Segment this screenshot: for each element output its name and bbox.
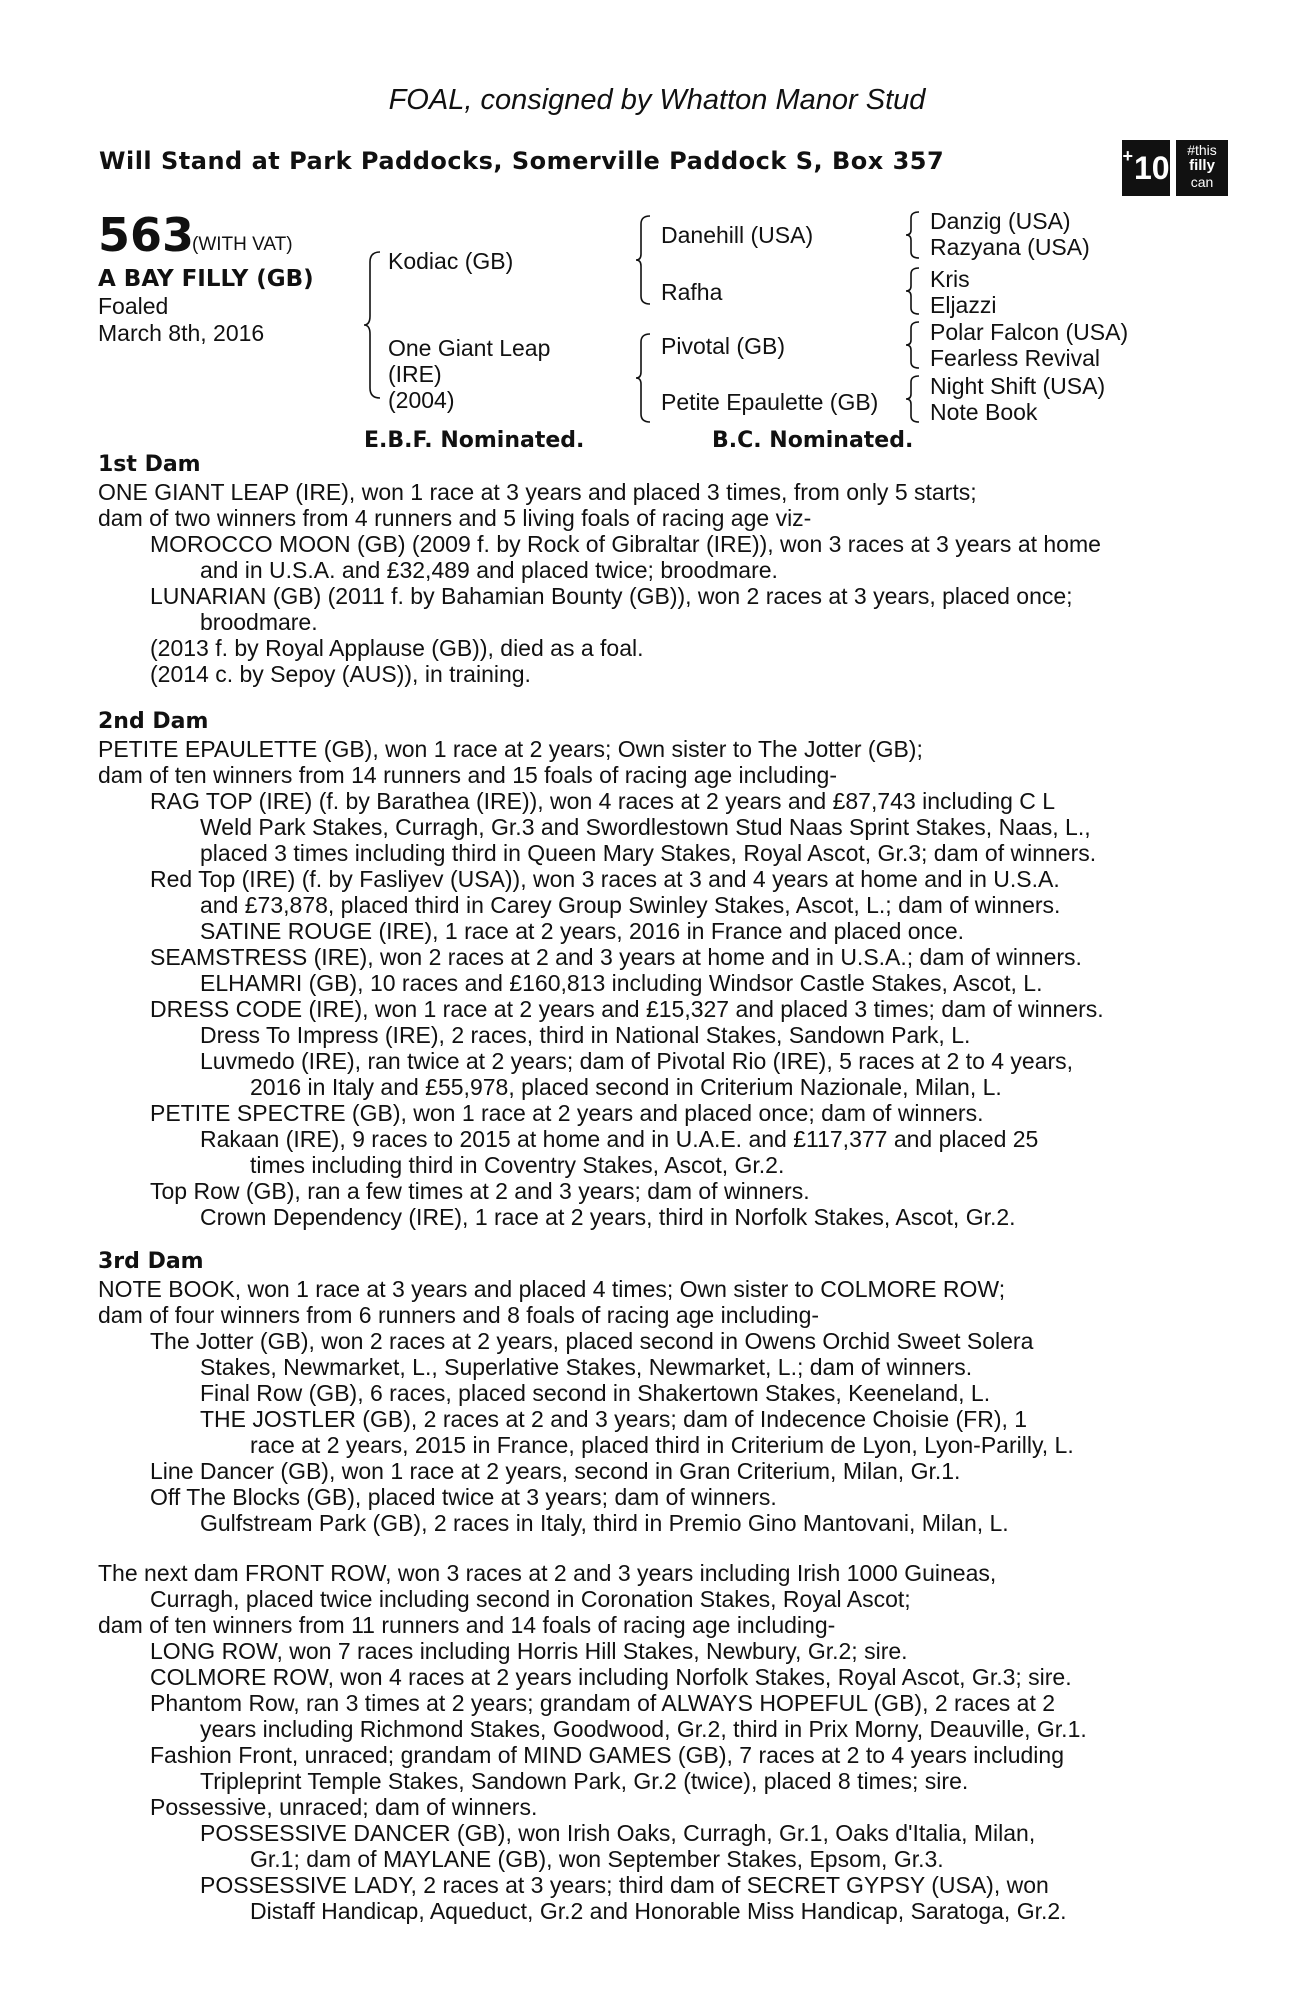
foaled-date: March 8th, 2016 [98,320,265,346]
second-dam-line: placed 3 times including third in Queen Mary Stakes, Royal Ascot, Gr.3; dam of winners. [200,840,1097,866]
bc-nominated: B.C. Nominated. [712,428,914,453]
first-dam-line: broodmare. [200,609,318,635]
pedigree-ddd: Note Book [930,399,1038,425]
next-dam-line: POSSESSIVE DANCER (GB), won Irish Oaks, Curragh, Gr.1, Oaks d'Italia, Milan, [200,1820,1036,1846]
first-dam-line: and in U.S.A. and £32,489 and placed twice; broodmare. [200,557,778,583]
third-dam-line: THE JOSTLER (GB), 2 races at 2 and 3 years; dam of Indecence Choisie (FR), 1 [200,1406,1028,1432]
plus10-badge-number: 10 [1133,149,1170,186]
pedigree-sire-sire: Danehill (USA) [661,222,814,248]
badge-this-text: #this [1187,142,1217,158]
third-dam-line: Off The Blocks (GB), placed twice at 3 years; dam of winners. [150,1484,777,1510]
first-dam-heading: 1st Dam [98,452,201,477]
second-dam-line: Luvmedo (IRE), ran twice at 2 years; dam of Pivotal Rio (IRE), 5 races at 2 to 4 years, [200,1048,1074,1074]
pedigree-sire: Kodiac (GB) [388,248,514,274]
pedigree-dam-sire: Pivotal (GB) [661,333,785,359]
pedigree-sds: Kris [930,266,970,292]
pedigree-brace-ds [906,320,922,370]
second-dam-line: PETITE SPECTRE (GB), won 1 race at 2 years and placed once; dam of winners. [150,1100,984,1126]
second-dam-line: PETITE EPAULETTE (GB), won 1 race at 2 years; Own sister to The Jotter (GB); [98,736,923,762]
next-dam-line: LONG ROW, won 7 races including Horris Hill Stakes, Newbury, Gr.2; sire. [150,1638,908,1664]
lot-foaled [98,293,264,347]
second-dam-line: RAG TOP (IRE) (f. by Barathea (IRE)), won 4 races at 2 years and £87,743 including C L [150,788,1056,814]
pedigree-brace-sire [636,214,654,306]
second-dam-line: Red Top (IRE) (f. by Fasliyev (USA)), won 3 races at 3 and 4 years at home and in U.S.A. [150,866,1060,892]
third-dam-heading: 3rd Dam [98,1249,204,1274]
next-dam-line: POSSESSIVE LADY, 2 races at 3 years; third dam of SECRET GYPSY (USA), won [200,1872,1049,1898]
first-dam-line: (2014 c. by Sepoy (AUS)), in training. [150,661,531,687]
second-dam-heading: 2nd Dam [98,709,209,734]
stand-location: Will Stand at Park Paddocks, Somerville Paddock S, Box 357 [99,147,945,175]
first-dam-line: dam of two winners from 4 runners and 5 living foals of racing age viz- [98,505,812,531]
lot-vat: (WITH VAT) [192,234,293,255]
second-dam-line: ELHAMRI (GB), 10 races and £160,813 including Windsor Castle Stakes, Ascot, L. [200,970,1043,996]
plus10-badge: + 10 [1122,140,1170,196]
first-dam-line: (2013 f. by Royal Applause (GB)), died as a foal. [150,635,644,661]
first-dam-line: LUNARIAN (GB) (2011 f. by Bahamian Bounty (GB)), won 2 races at 3 years, placed once; [150,583,1073,609]
next-dam-line: Curragh, placed twice including second in Coronation Stakes, Royal Ascot; [150,1586,911,1612]
next-dam-line: years including Richmond Stakes, Goodwood, Gr.2, third in Prix Morny, Deauville, Gr.1. [200,1716,1087,1742]
third-dam-line: race at 2 years, 2015 in France, placed third in Criterium de Lyon, Lyon-Parilly, L. [250,1432,1074,1458]
ebf-nominated: E.B.F. Nominated. [364,428,585,453]
second-dam-line: DRESS CODE (IRE), won 1 race at 2 years and £15,327 and placed 3 times; dam of winners. [150,996,1104,1022]
next-dam-line: dam of ten winners from 11 runners and 14 foals of racing age including- [98,1612,836,1638]
next-dam-line: Phantom Row, ran 3 times at 2 years; grandam of ALWAYS HOPEFUL (GB), 2 races at 2 [150,1690,1056,1716]
pedigree-dds: Night Shift (USA) [930,373,1106,399]
pedigree-sss: Danzig (USA) [930,208,1071,234]
second-dam-line: Crown Dependency (IRE), 1 race at 2 years, third in Norfolk Stakes, Ascot, Gr.2. [200,1204,1016,1230]
first-dam-line: MOROCCO MOON (GB) (2009 f. by Rock of Gibraltar (IRE)), won 3 races at 3 years at home [150,531,1101,557]
first-dam-line: ONE GIANT LEAP (IRE), won 1 race at 3 years and placed 3 times, from only 5 starts; [98,479,977,505]
next-dam-line: COLMORE ROW, won 4 races at 2 years including Norfolk Stakes, Royal Ascot, Gr.3; sire. [150,1664,1072,1690]
badge-filly-text: filly [1189,157,1215,174]
second-dam-line: Rakaan (IRE), 9 races to 2015 at home and in U.A.E. and £117,377 and placed 25 [200,1126,1039,1152]
pedigree-brace-dam [636,332,654,424]
third-dam-line: Gulfstream Park (GB), 2 races in Italy, third in Premio Gino Mantovani, Milan, L. [200,1510,1009,1536]
pedigree-dam-country: (IRE) [388,361,442,387]
pedigree-sire-dam: Rafha [661,279,723,305]
third-dam-line: Line Dancer (GB), won 1 race at 2 years, second in Gran Criterium, Milan, Gr.1. [150,1458,961,1484]
pedigree-dam-year: (2004) [388,387,455,413]
third-dam-line: NOTE BOOK, won 1 race at 3 years and placed 4 times; Own sister to COLMORE ROW; [98,1276,1006,1302]
pedigree-brace-dd [906,374,922,424]
second-dam-line: Dress To Impress (IRE), 2 races, third in National Stakes, Sandown Park, L. [200,1022,971,1048]
next-dam-line: Possessive, unraced; dam of winners. [150,1794,538,1820]
pedigree-dss: Polar Falcon (USA) [930,319,1129,345]
consignor-line: FOAL, consigned by Whatton Manor Stud [388,84,926,116]
third-dam-line: Stakes, Newmarket, L., Superlative Stakes, Newmarket, L.; dam of winners. [200,1354,973,1380]
second-dam-line: dam of ten winners from 14 runners and 15 foals of racing age including- [98,762,837,788]
pedigree-brace-ss [906,210,922,260]
pedigree-ssd: Razyana (USA) [930,234,1090,260]
pedigree-sdd: Eljazzi [930,292,997,318]
pedigree-dam [388,335,550,413]
pedigree-dam-dam: Petite Epaulette (GB) [661,389,879,415]
next-dam-line: Fashion Front, unraced; grandam of MIND GAMES (GB), 7 races at 2 to 4 years including [150,1742,1065,1768]
badge-can-text: can [1190,174,1214,190]
lot-number: 563 [98,208,195,262]
lot-name: A BAY FILLY (GB) [98,266,314,292]
third-dam-line: The Jotter (GB), won 2 races at 2 years, placed second in Owens Orchid Sweet Solera [150,1328,1034,1354]
pedigree-dsd: Fearless Revival [930,345,1100,371]
next-dam-line: Gr.1; dam of MAYLANE (GB), won September Stakes, Epsom, Gr.3. [250,1846,944,1872]
next-dam-line: Tripleprint Temple Stakes, Sandown Park, Gr.2 (twice), placed 8 times; sire. [200,1768,969,1794]
second-dam-line: Weld Park Stakes, Curragh, Gr.3 and Swordlestown Stud Naas Sprint Stakes, Naas, L., [200,814,1091,840]
second-dam-line: Top Row (GB), ran a few times at 2 and 3 years; dam of winners. [150,1178,810,1204]
pedigree-brace-sd [906,266,922,316]
second-dam-line: and £73,878, placed third in Carey Group Swinley Stakes, Ascot, L.; dam of winners. [200,892,1061,918]
second-dam-line: times including third in Coventry Stakes, Ascot, Gr.2. [250,1152,785,1178]
this-filly-can-badge [1176,140,1228,196]
foaled-label: Foaled [98,293,169,319]
third-dam-line: Final Row (GB), 6 races, placed second in Shakertown Stakes, Keeneland, L. [200,1380,991,1406]
next-dam-line: Distaff Handicap, Aqueduct, Gr.2 and Honorable Miss Handicap, Saratoga, Gr.2. [250,1898,1067,1924]
pedigree-dam-name: One Giant Leap [388,335,551,361]
second-dam-line: SATINE ROUGE (IRE), 1 race at 2 years, 2016 in France and placed once. [200,918,965,944]
second-dam-line: SEAMSTRESS (IRE), won 2 races at 2 and 3 years at home and in U.S.A.; dam of winners. [150,944,1082,970]
pedigree-brace-1 [364,250,384,400]
next-dam-line: The next dam FRONT ROW, won 3 races at 2 and 3 years including Irish 1000 Guineas, [98,1560,997,1586]
third-dam-line: dam of four winners from 6 runners and 8 foals of racing age including- [98,1302,820,1328]
second-dam-line: 2016 in Italy and £55,978, placed second in Criterium Nazionale, Milan, L. [250,1074,1002,1100]
